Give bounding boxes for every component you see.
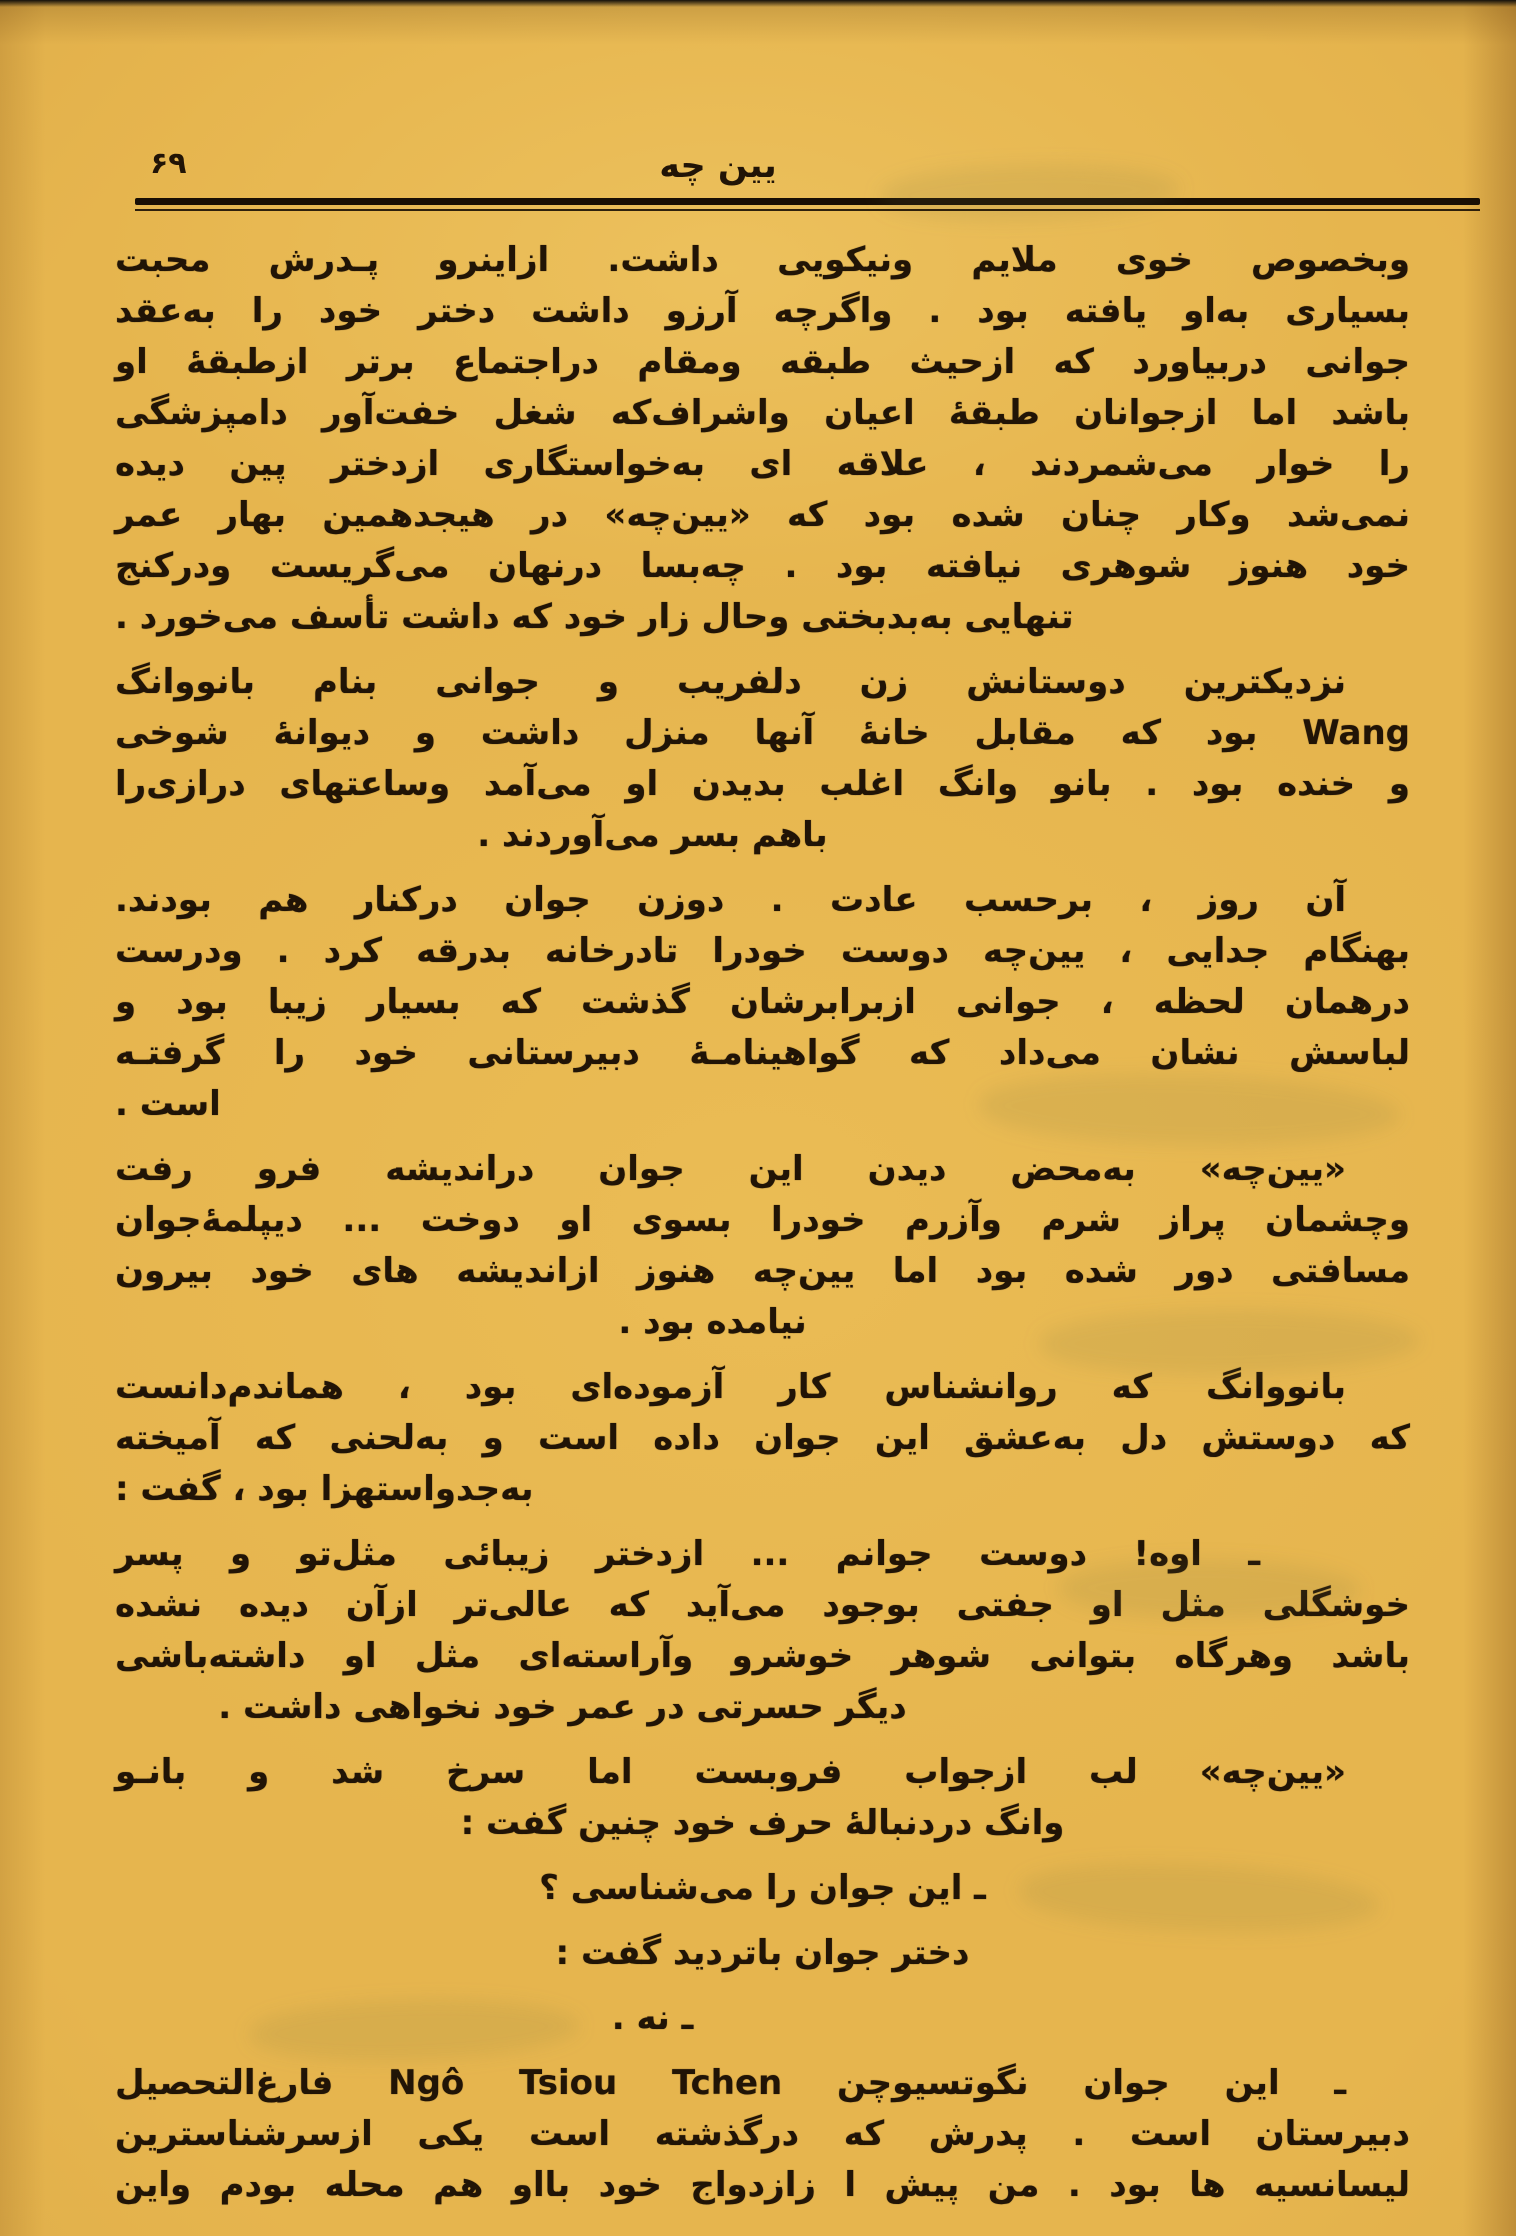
text-line: خوشگلی مثل او جفتی بوجود می‌آید که عالی‌تر ازآن دیده نشده xyxy=(115,1585,1410,1625)
text-line: ـ اوه! دوست جوانم ... ازدختر زیبائی مثل‌تو و پسر xyxy=(115,1534,1260,1574)
page-header xyxy=(0,0,1516,186)
text-line: نمی‌شد وکار چنان شده بود که «یین‌چه» در هیجدهمین بهار عمر xyxy=(115,495,1410,535)
header-rule-thin xyxy=(135,209,1480,211)
text-line: باشد اما ازجوانان طبقهٔ اعیان واشراف‌که شغل خفت‌آور دامپزشگی xyxy=(115,393,1410,433)
text-line: باهم بسر می‌آوردند . xyxy=(477,815,828,855)
header-rule-thick xyxy=(135,198,1480,205)
text-line: مسافتی دور شده بود اما یین‌چه هنوز ازاندیشه های خود بیرون xyxy=(115,1251,1410,1291)
page-number: ۶۹ xyxy=(150,146,187,181)
paragraph xyxy=(115,875,1410,1130)
header-rule xyxy=(135,198,1480,211)
text-line: ـ این جوان را می‌شناسی ؟ xyxy=(539,1868,986,1908)
text-line: Wang بود که مقابل خانهٔ آنها منزل داشت و دیوانهٔ شوخی xyxy=(115,713,1410,753)
text-line: بهنگام جدایی ، یین‌چه دوست خودرا تادرخانه بدرقه کرد . ودرست xyxy=(115,931,1410,971)
running-head-title: یین چه xyxy=(659,146,777,186)
paragraph xyxy=(115,2058,1410,2211)
text-line: ـ این جوان نگوتسیوچن Ngô Tsiou Tchen فارغ‌التحصیل xyxy=(115,2063,1346,2103)
text-line: تنهایی به‌بدبختی وحال زار خود که داشت تأسف می‌خورد . xyxy=(115,597,1074,637)
text-line: به‌جدواستهزا بود ، گفت : xyxy=(115,1469,534,1509)
paragraph xyxy=(115,1928,1410,1979)
paragraph xyxy=(115,657,1410,861)
text-line: بسیاری به‌او یافته بود . واگرچه آرزو داشت دختر خود را به‌عقد xyxy=(115,291,1410,331)
text-line: خود هنوز شوهری نیافته بود . چه‌بسا درنهان می‌گریست ودرکنج xyxy=(115,546,1410,586)
paragraph xyxy=(115,1362,1410,1515)
text-line: نیامده بود . xyxy=(618,1302,807,1342)
text-line: درهمان لحظه ، جوانی ازبرابرشان گذشت که بسیار زیبا بود و xyxy=(115,982,1410,1022)
text-line: باشد وهرگاه بتوانی شوهر خوشرو وآراسته‌ای مثل او داشته‌باشی xyxy=(115,1636,1410,1676)
text-line: «یین‌چه» به‌محض دیدن این جوان دراندیشه فرو رفت xyxy=(115,1149,1346,1189)
text-line: وچشمان پراز شرم وآزرم خودرا بسوی او دوخت ... دیپلمهٔ‌جوان xyxy=(115,1200,1410,1240)
text-line: و خنده بود . بانو وانگ اغلب بدیدن او می‌آمد وساعتهای درازی‌را xyxy=(115,764,1410,804)
text-line: وانگ دردنبالهٔ حرف خود چنین گفت : xyxy=(460,1803,1065,1843)
text-line: وبخصوص خوی ملایم ونیکویی داشت. ازاینرو پـدرش محبت xyxy=(115,240,1410,280)
text-line: آن روز ، برحسب عادت . دوزن جوان درکنار هم بودند. xyxy=(115,880,1346,920)
text-line: لباسش نشان می‌داد که گواهینامـهٔ دبیرستانی خود را گرفتـه xyxy=(115,1033,1410,1073)
text-line: دبیرستان است . پدرش که درگذشته است یکی ازسرشناسترین xyxy=(115,2114,1410,2154)
paragraph xyxy=(115,1747,1410,1849)
text-line: «یین‌چه» لب ازجواب فروبست اما سرخ شد و بانـو xyxy=(115,1752,1346,1792)
text-line: است . xyxy=(115,1084,221,1124)
text-line: را خوار می‌شمردند ، علاقه ای به‌خواستگاری ازدختر پین دیده xyxy=(115,444,1410,484)
paragraph xyxy=(115,1529,1410,1733)
text-line: دختر جوان باتردید گفت : xyxy=(555,1933,970,1973)
text-line: بانووانگ که روانشناس کار آزموده‌ای بود ، هماندم‌دانست xyxy=(115,1367,1346,1407)
paragraph xyxy=(115,1993,1410,2044)
text-line: جوانی دربیاورد که ازحیث طبقه ومقام دراجتماع برتر ازطبقهٔ او xyxy=(115,342,1410,382)
paragraph xyxy=(115,1863,1410,1914)
text-line: نزدیکترین دوستانش زن دلفریب و جوانی بنام بانووانگ xyxy=(115,662,1346,702)
text-line: دیگر حسرتی در عمر خود نخواهی داشت . xyxy=(218,1687,907,1727)
paragraph xyxy=(115,235,1410,643)
text-block xyxy=(0,211,1516,2211)
text-line: لیسانسیه ها بود . من پیش ا زازدواج خود بااو هم محله بودم واین xyxy=(115,2165,1410,2205)
text-line: که دوستش دل به‌عشق این جوان داده است و به‌لحنی که آمیخته xyxy=(115,1418,1410,1458)
text-line: ـ نه . xyxy=(611,1998,694,2038)
paragraph xyxy=(115,1144,1410,1348)
